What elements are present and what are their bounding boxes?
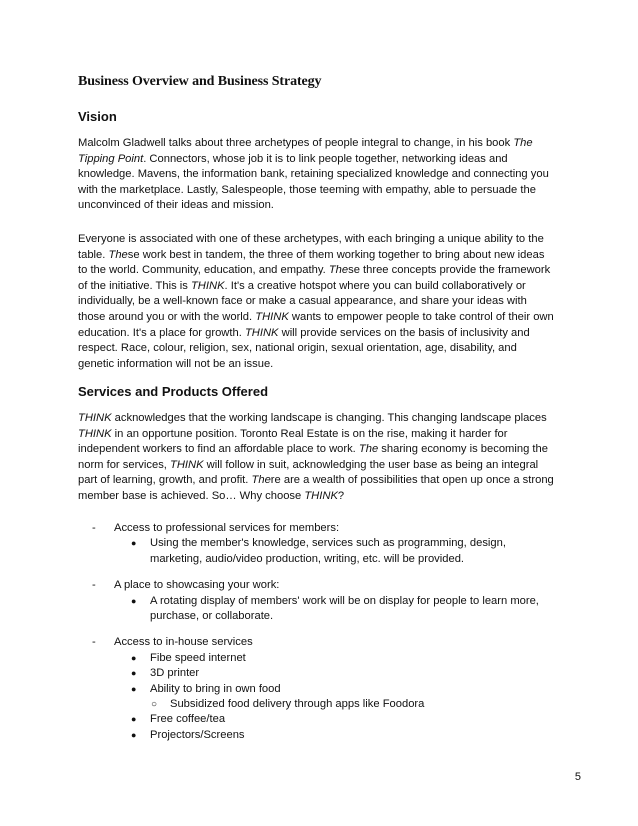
bullet-list xyxy=(78,536,548,567)
text-line: independent workers to find an affordable place to work. The sharing economy is becoming the xyxy=(78,443,548,456)
bullet-text: Ability to bring in own food xyxy=(150,682,281,695)
vision-paragraph-1 xyxy=(78,136,548,214)
page-number: 5 xyxy=(574,771,581,783)
services-paragraph xyxy=(78,411,554,505)
text-line: Malcolm Gladwell talks about three archetypes of people integral to change, in his book The xyxy=(78,137,533,149)
text-line: knowledge. Mavens, the information bank, retaining specialized knowledge and connecting you xyxy=(78,168,549,181)
list-item-label: Access to professional services for members: xyxy=(114,522,340,534)
bullet-text: Free coffee/tea xyxy=(150,713,226,726)
text-line: with the marketplace. Lastly, Salespeople, those teeming with empathy, able to persuade the xyxy=(78,183,536,196)
bullet-item xyxy=(114,651,548,666)
bullet-text: 3D printer xyxy=(150,667,200,680)
text-line: education. It's a place for growth. THINK will provide services on the basis of inclusivity and xyxy=(78,326,530,339)
bullet-item xyxy=(114,682,548,697)
bullet-text: marketing, audio/video production, writing, etc. will be provided. xyxy=(150,552,465,565)
text-line: genetic information will not be an issue. xyxy=(78,357,274,370)
text-line: table. These work best in tandem, the three of them working together to bring about new ideas xyxy=(78,248,545,261)
sub-bullet-list xyxy=(78,697,548,712)
vision-title: Vision xyxy=(78,109,117,124)
text-line: Everyone is associated with one of these archetypes, with each bringing a unique ability to the xyxy=(78,233,544,245)
sub-bullet-item xyxy=(134,697,548,712)
text-line: those around you or with the world. THINK wants to empower people to take control of their own xyxy=(78,310,554,323)
dash-marker: - xyxy=(92,522,96,534)
dash-marker: - xyxy=(92,579,96,592)
bullet-text: A rotating display of members' work will be on display for people to learn more, xyxy=(150,594,539,607)
text-line: THINK acknowledges that the working landscape is changing. This changing landscape places xyxy=(78,412,547,424)
text-line: of the initiative. This is THINK. It's a creative hotspot where you can build collaboratively or xyxy=(78,279,526,292)
bullet-list xyxy=(78,651,548,697)
dash-marker: - xyxy=(92,636,96,649)
services-list xyxy=(78,521,548,743)
document-heading: Business Overview and Business Strategy xyxy=(78,74,322,89)
vision-paragraph-2 xyxy=(78,232,554,372)
text-line: THINK in an opportune position. Toronto Real Estate is on the rise, making it harder for xyxy=(78,427,508,440)
list-item xyxy=(78,635,548,650)
bullet-item xyxy=(114,594,548,625)
services-title: Services and Products Offered xyxy=(78,384,269,399)
text-line: member base is achieved. So… Why choose THINK? xyxy=(78,489,345,502)
list-item-label: Access to in-house services xyxy=(114,636,253,649)
text-line: Tipping Point. Connectors, whose job it is to link people together, networking ideas and xyxy=(78,152,508,165)
bullet-item xyxy=(114,712,548,727)
bullet-list xyxy=(78,712,548,743)
bullet-text: Fibe speed internet xyxy=(150,651,246,664)
bullet-text: Projectors/Screens xyxy=(150,728,245,741)
bullet-item xyxy=(114,666,548,681)
text-line: norm for services, THINK will follow in suit, acknowledging the user base as being an integral xyxy=(78,458,539,471)
text-line: to the world. Community, education, and empathy. These three concepts provide the framework xyxy=(78,264,551,277)
list-item-label: A place to showcasing your work: xyxy=(114,579,280,592)
bullet-text: purchase, or collaborate. xyxy=(150,610,274,623)
bullet-text: Using the member's knowledge, services such as programming, design, xyxy=(150,537,506,550)
text-line: respect. Race, colour, religion, sex, national origin, sexual orientation, age, disability, and xyxy=(78,342,517,355)
bullet-list xyxy=(78,594,548,625)
text-line: individually, be a well-known face or make a casual appearance, and share your ideas with xyxy=(78,295,527,308)
list-item xyxy=(78,578,548,593)
list-item xyxy=(78,521,548,536)
text-line: part of learning, growth, and profit. There are a wealth of possibilities that open up once a strong xyxy=(78,474,554,487)
bullet-text: Subsidized food delivery through apps like Foodora xyxy=(170,698,425,711)
text-line: unconvinced of their ideas and mission. xyxy=(78,199,274,212)
bullet-item xyxy=(114,536,548,567)
bullet-item xyxy=(114,728,548,743)
